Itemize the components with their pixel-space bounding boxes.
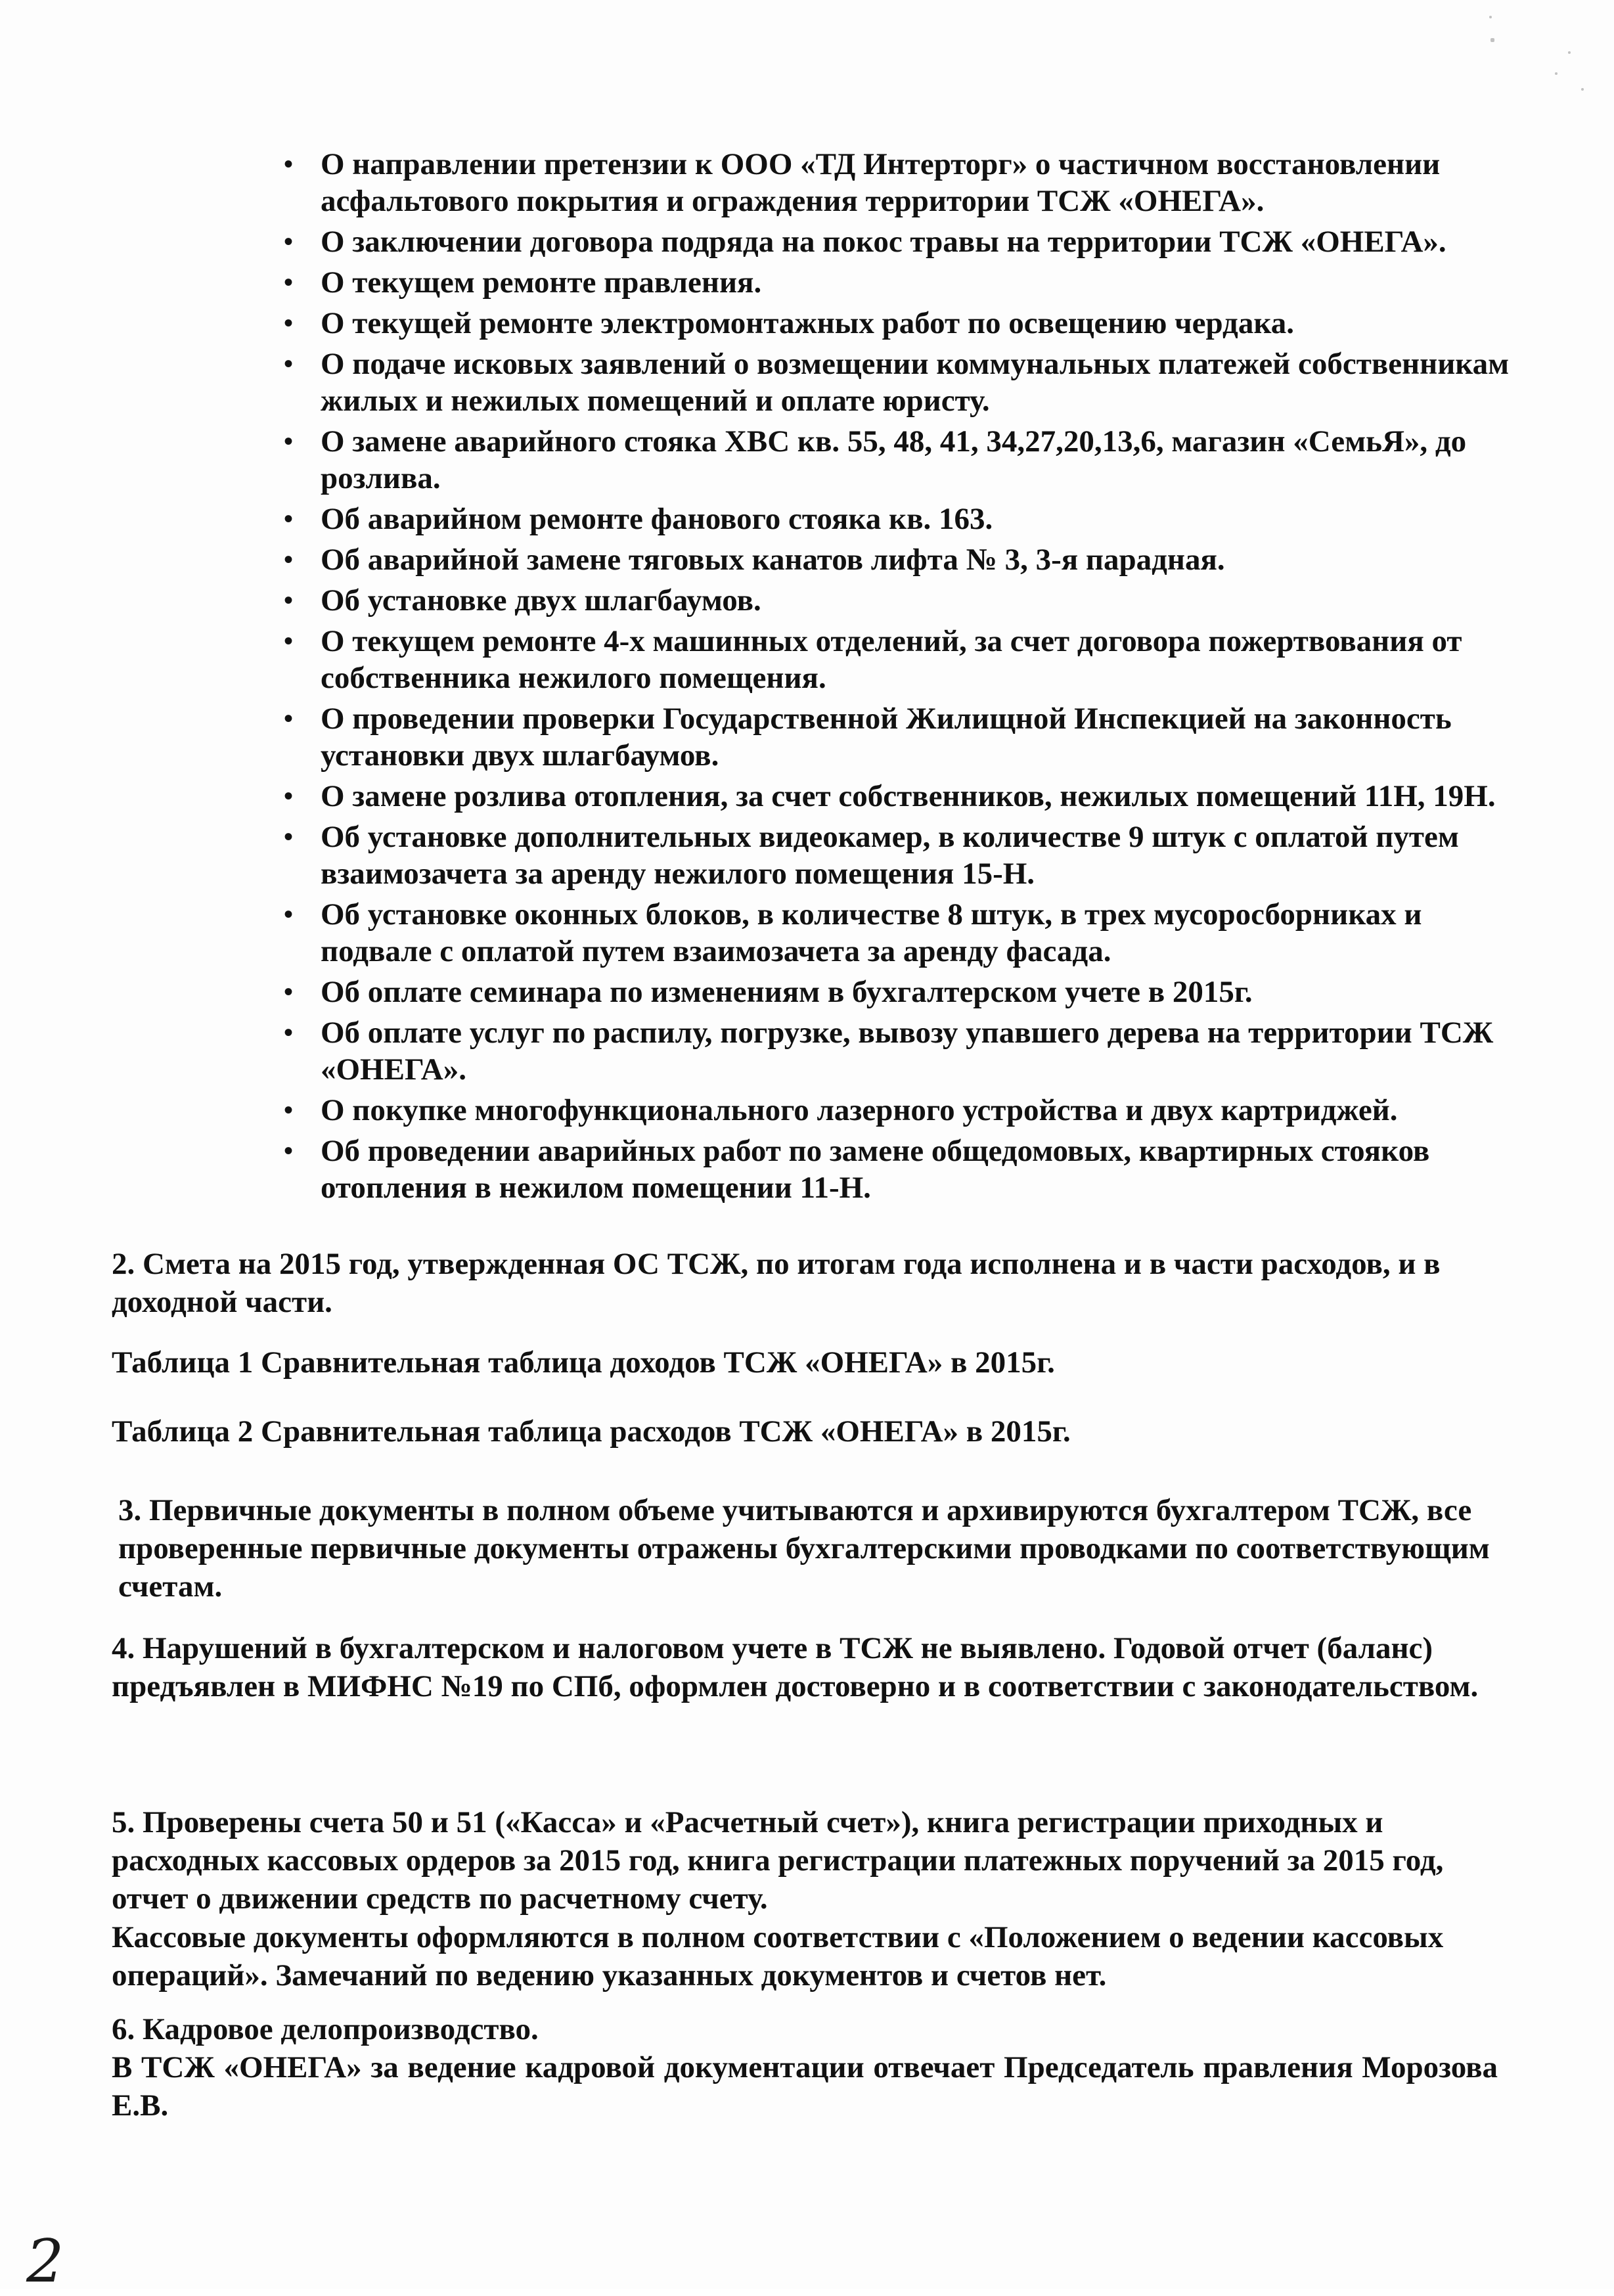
section-6-body: В ТСЖ «ОНЕГА» за ведение кадровой документации отвечает Председатель правления Морозова Е.В. [112,2050,1498,2123]
bullet-icon: • [284,585,294,615]
bullet-icon: • [284,1095,294,1125]
bullet-icon: • [284,704,294,733]
list-item: • О подаче исковых заявлений о возмещении коммунальных платежей собственникам жилых и нежилых помещений и оплате юристу. [284,347,1510,418]
bullet-icon: • [284,626,294,656]
list-item: • Об установке двух шлагбаумов. [284,583,761,618]
section-2-budget: 2. Смета на 2015 год, утвержденная ОС ТСЖ, по итогам года исполнена и в части расходов, и в доходной части. [112,1247,1441,1319]
list-item: • Об аварийной замене тяговых канатов лифта № 3, 3-я парадная. [284,543,1225,577]
list-item: • Об установке дополнительных видеокамер, в количестве 9 штук с оплатой путем взаимозачета за аренду нежилого помещения 15-Н. [284,820,1459,891]
section-6-title: 6. Кадровое делопроизводство. [112,2012,539,2046]
table-1-caption: Таблица 1 Сравнительная таблица доходов ТСЖ «ОНЕГА» в 2015г. [112,1345,1055,1380]
bullet-icon: • [284,227,294,256]
bullet-icon: • [284,504,294,533]
table-2-caption: Таблица 2 Сравнительная таблица расходов ТСЖ «ОНЕГА» в 2015г. [112,1414,1071,1449]
bullet-icon: • [284,899,294,929]
list-item: • О замене аварийного стояка ХВС кв. 55, 48, 41, 34,27,20,13,6, магазин «СемьЯ», до розлива. [284,424,1467,495]
list-item: • Об оплате услуг по распилу, погрузке, вывозу упавшего дерева на территории ТСЖ «ОНЕГА». [284,1016,1494,1087]
list-item: • Об аварийном ремонте фанового стояка кв. 163. [284,502,993,536]
bullet-icon: • [284,349,294,378]
bullet-icon: • [284,545,294,574]
list-item: • О направлении претензии к ООО «ТД Интерторг» о частичном восстановлении асфальтового покрытия и ограждения территории ТСЖ «ОНЕГА». [284,147,1441,218]
scan-specks [1483,7,1601,99]
list-item: • О заключении договора подряда на покос травы на территории ТСЖ «ОНЕГА». [284,225,1446,259]
list-item: • О текущем ремонте 4-х машинных отделений, за счет договора пожертвования от собственника нежилого помещения. [284,624,1462,695]
list-item: • Об проведении аварийных работ по замене общедомовых, квартирных стояков отопления в нежилом помещении 11-Н. [284,1134,1430,1205]
section-5-accounts-checked: 5. Проверены счета 50 и 51 («Касса» и «Расчетный счет»), книга регистрации приходных и расходных кассовых ордеров за 2015 год, книга регистрации платежных поручений за 2015 год, отчет о движении средств по расчетному счету. [112,1805,1444,1916]
section-5-cash-documents: Кассовые документы оформляются в полном соответствии с «Положением о ведении кассовых операций». Замечаний по ведению указанных документов и счетов нет. [112,1920,1444,1992]
bullet-icon: • [284,781,294,811]
bullet-icon: • [284,267,294,297]
bullet-icon: • [284,1018,294,1047]
list-item: • О проведении проверки Государственной Жилищной Инспекцией на законность установки двух шлагбаумов. [284,702,1452,773]
section-4-no-violations: 4. Нарушений в бухгалтерском и налоговом учете в ТСЖ не выявлено. Годовой отчет (баланс) предъявлен в МИФНС №19 по СПб, оформлен достоверно и в соответствии с законодательством. [112,1631,1479,1703]
list-item: • О замене розлива отопления, за счет собственников, нежилых помещений 11Н, 19Н. [284,779,1496,813]
bullet-icon: • [284,308,294,338]
bullet-icon: • [284,149,294,179]
bullet-icon: • [284,426,294,456]
list-item: • Об оплате семинара по изменениям в бухгалтерском учете в 2015г. [284,975,1253,1009]
list-item: • Об установке оконных блоков, в количестве 8 штук, в трех мусоросборниках и подвале с оплатой путем взаимозачета за аренду фасада. [284,897,1422,968]
section-3-primary-documents: 3. Первичные документы в полном объеме учитываются и архивируются бухгалтером ТСЖ, все проверенные первичные документы отражены бухгалтерскими проводками по соответствующим счетам. [118,1493,1490,1604]
handwritten-page-number: 2 [26,2227,64,2296]
list-item: • О текущем ремонте правления. [284,265,762,300]
list-item: • О покупке многофункционального лазерного устройства и двух картриджей. [284,1093,1398,1127]
bullet-icon: • [284,977,294,1006]
list-item: • О текущей ремонте электромонтажных работ по освещению чердака. [284,306,1294,340]
agenda-bullet-list [276,146,1511,1210]
bullet-icon: • [284,1136,294,1165]
bullet-icon: • [284,822,294,851]
